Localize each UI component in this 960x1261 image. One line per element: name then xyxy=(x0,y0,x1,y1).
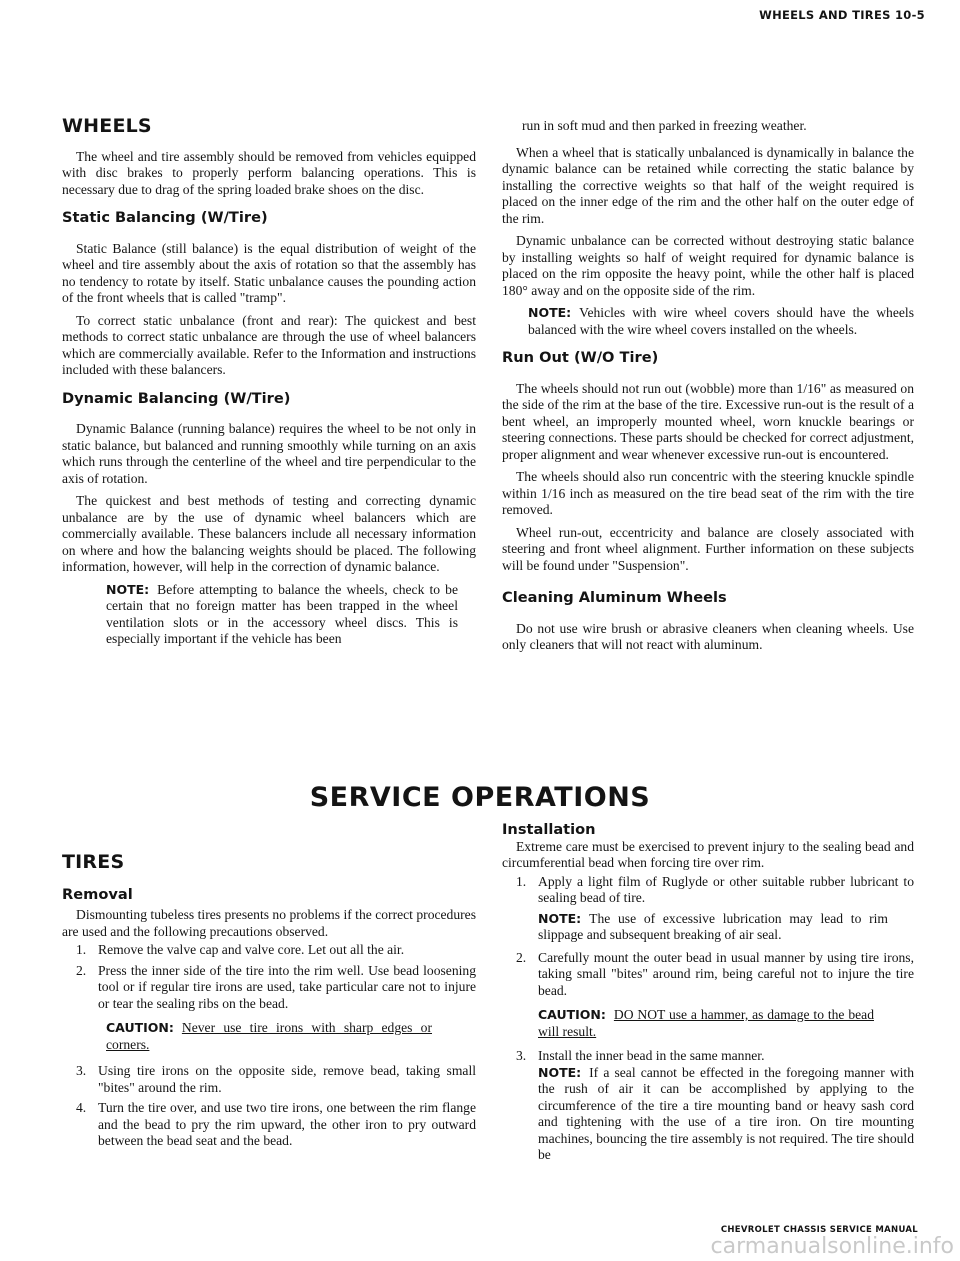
list-item xyxy=(62,1063,476,1096)
note-text: Before attempting to balance the wheels, check to be certain that no foreign matter has been trapped in the wheel ventilation slots or in the accessory wheel discs. This is especially important if the vehicle has been xyxy=(106,581,458,646)
footer-manual-name: CHEVROLET CHASSIS SERVICE MANUAL xyxy=(720,1225,918,1235)
step-text: Press the inner side of the tire into the rim well. Use bead loosening tool or if regular tire irons are used, take particular care not to injure or tear the sealing ribs on the bead. xyxy=(98,962,476,1011)
step-number: 3. xyxy=(76,1063,87,1078)
wheels-heading: WHEELS xyxy=(62,115,152,137)
removal-heading: Removal xyxy=(62,885,133,903)
list-item xyxy=(502,874,914,944)
step-number: 1. xyxy=(516,873,527,889)
static-balancing-heading: Static Balancing (W/Tire) xyxy=(62,209,268,226)
static-paragraph-2: To correct static unbalance (front and rear): The quickest and best methods to correct static unbalance are through the use of wheel balancers which are commercially available. Refer to the Information and instructions included with these balancers. xyxy=(62,312,476,377)
caution-label: CAUTION: xyxy=(106,1020,174,1035)
dynamic-paragraph-2: The quickest and best methods of testing and correcting dynamic unbalance are by the use of dynamic wheel balancers which are commercially available. These balancers include all necessary information on where and how the balancing weights should be placed. The following information, however, will help in the correction of dynamic balance. xyxy=(62,493,476,574)
runout-paragraph-1: The wheels should not run out (wobble) more than 1/16" as measured on the side of the rim at the base of the tire. Excessive run-out is the result of a bent wheel, an improperly mounted wheel, worn knuckle bearings or steering connections. These parts should be checked for correct adjustment, proper alignment and wear whenever excessive run-out is encountered. xyxy=(502,380,914,462)
list-item xyxy=(502,950,914,1041)
right-column-top xyxy=(502,118,914,660)
note-block xyxy=(538,911,888,944)
note-label: NOTE: xyxy=(538,910,582,926)
dynamic-balancing-heading: Dynamic Balancing (W/Tire) xyxy=(62,389,291,407)
note-block xyxy=(538,1065,914,1164)
note-label: NOTE: xyxy=(528,305,572,320)
list-item xyxy=(62,942,476,959)
step-number: 2. xyxy=(76,962,87,978)
step-text: Install the inner bead in the same manner. xyxy=(538,1048,765,1063)
step-number: 3. xyxy=(516,1048,527,1063)
list-item xyxy=(62,1100,476,1150)
step-text: Carefully mount the outer bead in usual manner by using tire irons, taking small "bites" around rim, being careful not to injure the tire bead. xyxy=(538,949,914,998)
right-column-bottom xyxy=(502,822,914,1170)
caution-block xyxy=(106,1020,432,1053)
installation-paragraph: Extreme care must be exercised to prevent injury to the sealing bead and circumferential bead when forcing tire over rim. xyxy=(502,838,914,870)
list-item xyxy=(62,963,476,1013)
step-number: 1. xyxy=(76,942,87,957)
note-text: If a seal cannot be effected in the foregoing manner with the rush of air it can be accomplished by applying to the circumference of the tire a tire mounting band or heavy sash cord and tightening with the use of a tire iron. On tire mounting machines, bouncing the tire assembly is not required. The tire should be xyxy=(538,1064,914,1162)
note-text: Vehicles with wire wheel covers should have the wheels balanced with the wire wheel covers installed on the wheels. xyxy=(528,305,914,337)
running-header: WHEELS AND TIRES 10-5 xyxy=(759,8,925,22)
step-text: Using tire irons on the opposite side, remove bead, taking small "bites" around the rim. xyxy=(98,1063,476,1095)
runout-paragraph-2: The wheels should also run concentric with the steering knuckle spindle within 1/16 inch as measured on the tire bead seat of the rim with the tire removed. xyxy=(502,469,914,517)
removal-paragraph: Dismounting tubeless tires presents no problems if the correct procedures are used and the following precautions observed. xyxy=(62,907,476,939)
section-title: SERVICE OPERATIONS xyxy=(309,782,651,813)
removal-steps-continued xyxy=(62,1063,476,1150)
right-paragraph-2: Dynamic unbalance can be corrected without destroying static balance by installing weights so half of weight required for dynamic balance is placed on the rim opposite the heavy point, while the other half is placed 180° away and on the opposite side of the rim. xyxy=(502,233,914,298)
continued-text: run in soft mud and then parked in freezing weather. xyxy=(522,118,807,133)
removal-steps xyxy=(62,942,476,1012)
step-number: 2. xyxy=(516,949,527,965)
installation-heading: Installation xyxy=(502,821,596,838)
caution-label: CAUTION: xyxy=(538,1007,606,1022)
left-column-top xyxy=(62,115,476,658)
caution-text: Never use tire irons with sharp edges or corners. xyxy=(106,1020,432,1052)
step-text: Apply a light film of Ruglyde or other suitable rubber lubricant to sealing bead of tire. xyxy=(538,873,914,905)
right-paragraph-1: When a wheel that is statically unbalanced is dynamically in balance the dynamic balance can be retained while correcting the static balance by installing the corrective weights so that half of the weight required is placed on the inner edge of the rim and the other half on the outer edge of the rim. xyxy=(502,144,914,226)
watermark: carmanualsonline.info xyxy=(710,1234,954,1259)
caution-block xyxy=(538,1007,874,1040)
static-paragraph-1: Static Balance (still balance) is the equal distribution of weight of the wheel and tire assembly about the axis of rotation so that the assembly has no tendency to rotate by itself. Static unbalance causes the pounding action of the front wheels that is called "tramp". xyxy=(62,240,476,305)
note-label: NOTE: xyxy=(538,1064,582,1080)
wheels-paragraph: The wheel and tire assembly should be removed from vehicles equipped with disc brakes to properly perform balancing operations. This is necessary due to drag of the spring loaded brake shoes on the disc. xyxy=(62,148,476,197)
note-text: The use of excessive lubrication may lead to rim slippage and subsequent breaking of air seal. xyxy=(538,910,888,942)
installation-steps xyxy=(502,874,914,1164)
left-column-bottom xyxy=(62,851,476,1154)
list-item xyxy=(502,1048,914,1164)
caution-text: DO NOT use a hammer, as damage to the bead will result. xyxy=(538,1007,874,1039)
step-text: Remove the valve cap and valve core. Let out all the air. xyxy=(98,942,405,957)
cleaning-aluminum-heading: Cleaning Aluminum Wheels xyxy=(502,589,727,606)
note-block xyxy=(106,582,458,648)
step-text: Turn the tire over, and use two tire irons, one between the rim flange and the bead to pry the rim upward, the other iron to pry outward between the bead seat and the bead. xyxy=(98,1100,476,1148)
tires-heading: TIRES xyxy=(62,851,125,873)
dynamic-paragraph-1: Dynamic Balance (running balance) requires the wheel to be not only in static balance, but balanced and running smoothly while turning on an axis which runs through the centerline of the wheel and tire perpendicular to the axis of rotation. xyxy=(62,421,476,486)
note-label: NOTE: xyxy=(106,581,150,597)
runout-paragraph-3: Wheel run-out, eccentricity and balance are closely associated with steering and front wheel alignment. Further information on these subjects will be found under "Suspension". xyxy=(502,524,914,573)
step-number: 4. xyxy=(76,1100,87,1115)
run-out-heading: Run Out (W/O Tire) xyxy=(502,349,659,366)
note-block xyxy=(528,305,914,338)
cleaning-paragraph: Do not use wire brush or abrasive cleaners when cleaning wheels. Use only cleaners that will not react with aluminum. xyxy=(502,620,914,652)
